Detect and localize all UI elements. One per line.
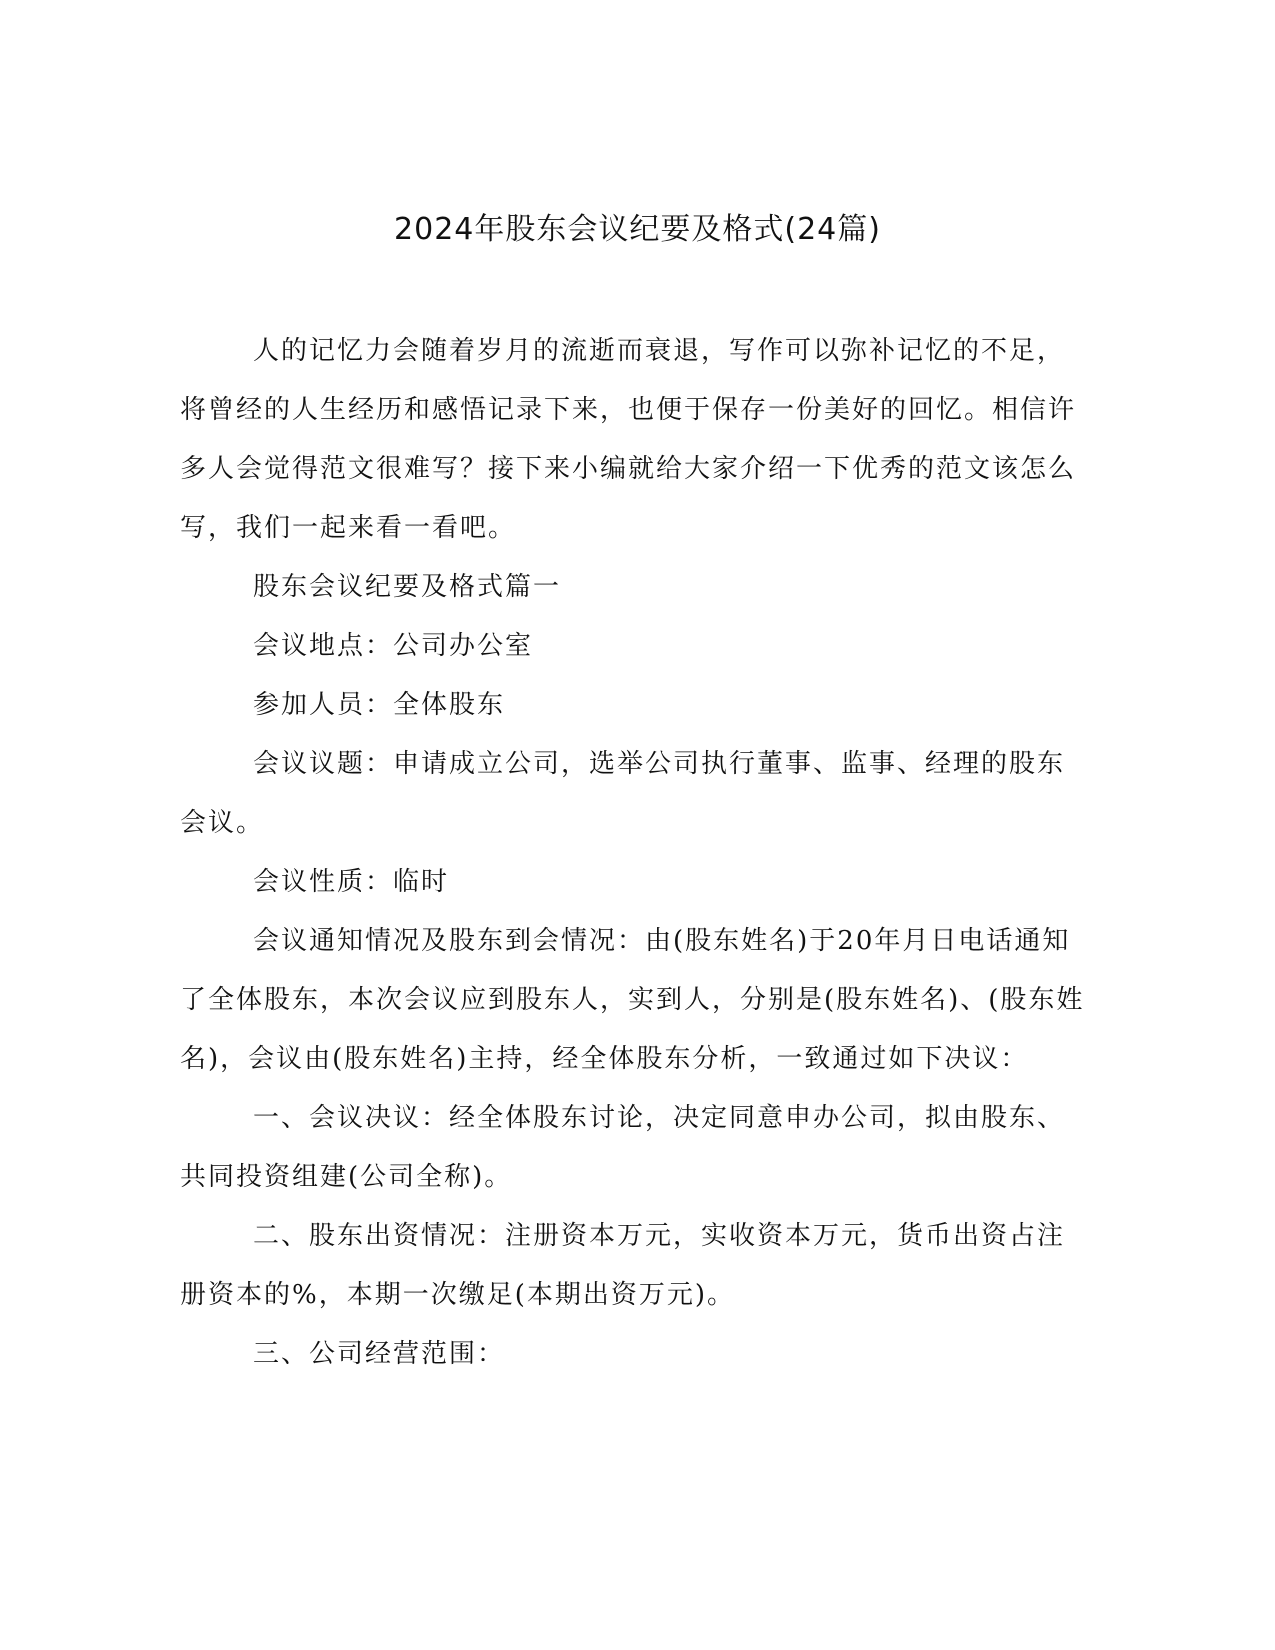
document-title: 2024年股东会议纪要及格式(24篇): [394, 212, 881, 247]
meeting-topic: 会议议题：申请成立公司，选举公司执行董事、监事、经理的股东会议。: [180, 749, 1066, 838]
resolution-two: 二、股东出资情况：注册资本万元，实收资本万元，货币出资占注册资本的%，本期一次缴足(本期出资万元)。: [180, 1221, 1066, 1310]
meeting-location: 会议地点：公司办公室: [253, 631, 534, 661]
document-body: [180, 322, 1092, 1384]
resolution-three: 三、公司经营范围：: [253, 1339, 506, 1369]
meeting-nature: 会议性质：临时: [253, 867, 450, 897]
section-heading: 股东会议纪要及格式篇一: [253, 572, 562, 602]
meeting-notice: 会议通知情况及股东到会情况：由(股东姓名)于20年月日电话通知了全体股东，本次会议应到股东人，实到人，分别是(股东姓名)、(股东姓名)，会议由(股东姓名)主持，经全体股东分析，一致通过如下决议：: [180, 926, 1085, 1074]
resolution-one: 一、会议决议：经全体股东讨论，决定同意申办公司，拟由股东、共同投资组建(公司全称)。: [180, 1103, 1066, 1192]
intro-paragraph: 人的记忆力会随着岁月的流逝而衰退，写作可以弥补记忆的不足，将曾经的人生经历和感悟记录下来，也便于保存一份美好的回忆。相信许多人会觉得范文很难写？接下来小编就给大家介绍一下优秀的范文该怎么写，我们一起来看一看吧。: [180, 336, 1077, 543]
meeting-attendees: 参加人员：全体股东: [253, 690, 506, 720]
